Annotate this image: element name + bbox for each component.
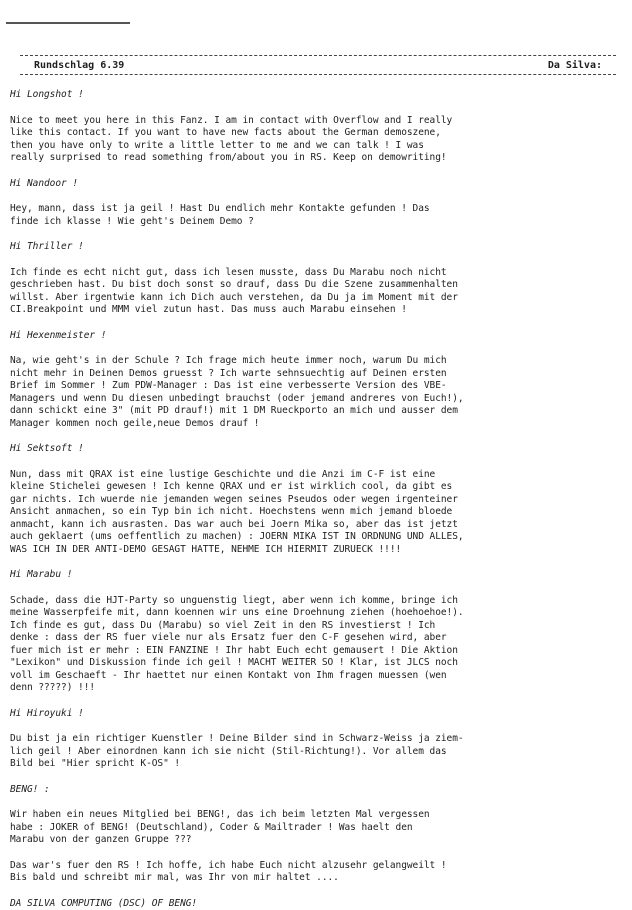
text-line: Das war's fuer den RS ! Ich hoffe, ich habe Euch nicht alzusehr gelangweilt ! (10, 860, 622, 873)
text-line: then you have only to write a little letter to me and we can talk ! I was (10, 140, 622, 153)
text-line: denke : dass der RS fuer viele nur als Ersatz fuer den C-F gesehen wird, aber (10, 632, 622, 645)
text-line: Bis bald und schreibt mir mal, was Ihr von mir haltet .... (10, 872, 622, 885)
text-line: fuer mich ist er mehr : EIN FANZINE ! Ihr habt Euch echt gemausert ! Die Aktion (10, 645, 622, 658)
paragraph (10, 860, 622, 885)
text-line: Na, wie geht's in der Schule ? Ich frage mich heute immer noch, warum Du mich (10, 355, 622, 368)
text-line: Bild bei "Hier spricht K-OS" ! (10, 758, 622, 771)
text-line: nicht mehr in Deinen Demos gruesst ? Ich warte sehnsuechtig auf Deinen ersten (10, 368, 622, 381)
text-line: gar nichts. Ich wuerde nie jemanden wegen seines Pseudos oder wegen irgenteiner (10, 494, 622, 507)
greeting: Hi Marabu ! (10, 569, 622, 582)
column-header (20, 55, 616, 75)
text-line: Wir haben ein neues Mitglied bei BENG!, das ich beim letzten Mal vergessen (10, 809, 622, 822)
paragraph (10, 115, 622, 165)
text-line: "Lexikon" und Diskussion finde ich geil ! MACHT WEITER SO ! Klar, ist JLCS noch (10, 657, 622, 670)
text-line: geschrieben hast. Du bist doch sonst so drauf, dass Du die Szene zusammenhalten (10, 279, 622, 292)
text-line: Manager kommen noch geile,neue Demos drauf ! (10, 418, 622, 431)
greeting: Hi Thriller ! (10, 241, 622, 254)
header-bottom-rule (20, 74, 616, 75)
text-line: CI.Breakpoint und MMM viel zutun hast. Das muss auch Marabu einsehen ! (10, 304, 622, 317)
greeting: Hi Hexenmeister ! (10, 330, 622, 343)
text-line: finde ich klasse ! Wie geht's Deinem Demo ? (10, 216, 622, 229)
text-line: denn ?????) !!! (10, 682, 622, 695)
paragraph (10, 203, 622, 228)
text-line: Ansicht anmachen, so ein Typ bin ich nicht. Hoechstens wenn mich jemand bloede (10, 506, 622, 519)
text-line: Ich finde es echt nicht gut, dass ich lesen musste, dass Du Marabu noch nicht (10, 267, 622, 280)
text-line: Brief im Sommer ! Zum PDW-Manager : Das ist eine verbesserte Version des VBE- (10, 380, 622, 393)
text-line: really surprised to read something from/about you in RS. Keep on demowriting! (10, 152, 622, 165)
paragraph (10, 733, 622, 771)
greeting: Hi Longshot ! (10, 89, 622, 102)
text-line: willst. Aber irgentwie kann ich Dich auch verstehen, da Du ja im Moment mit der (10, 292, 622, 305)
text-line: auch geklaert (ums oeffentlich zu machen) : JOERN MIKA IST IN ORDNUNG UND ALLES, (10, 531, 622, 544)
text-line: anmacht, kann ich ausrasten. Das war auch bei Joern Mika so, aber das ist jetzt (10, 519, 622, 532)
text-line: Ich finde es gut, dass Du (Marabu) so viel Zeit in den RS investierst ! Ich (10, 620, 622, 633)
text-line: Hey, mann, dass ist ja geil ! Hast Du endlich mehr Kontakte gefunden ! Das (10, 203, 622, 216)
author-name: Da Silva: (548, 60, 602, 71)
text-line: like this contact. If you want to have new facts about the German demoszene, (10, 127, 622, 140)
text-line: Nun, dass mit QRAX ist eine lustige Geschichte und die Anzi im C-F ist eine (10, 469, 622, 482)
text-line: Du bist ja ein richtiger Kuenstler ! Deine Bilder sind in Schwarz-Weiss ja ziem- (10, 733, 622, 746)
text-line: Nice to meet you here in this Fanz. I am in contact with Overflow and I really (10, 115, 622, 128)
letter-body (10, 89, 622, 910)
text-line: meine Wasserpfeife mit, dann koennen wir uns eine Droehnung ziehen (hoehoehoe!). (10, 607, 622, 620)
signature: DA SILVA COMPUTING (DSC) OF BENG! (10, 898, 622, 910)
header-row (20, 56, 616, 74)
greeting: Hi Hiroyuki ! (10, 708, 622, 721)
text-line: voll im Geschaeft - Ihr haettet nur einen Kontakt von Ihm fragen muessen (wen (10, 670, 622, 683)
text-line: Marabu von der ganzen Gruppe ??? (10, 834, 622, 847)
greeting: Hi Sektsoft ! (10, 443, 622, 456)
greeting: BENG! : (10, 784, 622, 797)
paragraph (10, 595, 622, 695)
paragraph (10, 469, 622, 557)
text-line: Schade, dass die HJT-Party so unguenstig liegt, aber wenn ich komme, bringe ich (10, 595, 622, 608)
text-line: dann schickt eine 3" (mit PD drauf!) mit 1 DM Rueckporto an mich und ausser dem (10, 405, 622, 418)
text-line: Managers und wenn Du diesen unbedingt brauchst (oder jemand andreres von Euch!), (10, 393, 622, 406)
text-line: habe : JOKER of BENG! (Deutschland), Coder & Mailtrader ! Was haelt den (10, 822, 622, 835)
greeting: Hi Nandoor ! (10, 178, 622, 191)
text-line: kleine Stichelei gewesen ! Ich kenne QRAX und er ist wirklich cool, da gibt es (10, 481, 622, 494)
column-title: Rundschlag 6.39 (34, 60, 124, 71)
text-line: lich geil ! Aber einordnen kann ich sie nicht (Stil-Richtung!). Vor allem das (10, 746, 622, 759)
paragraph (10, 355, 622, 430)
text-line: WAS ICH IN DER ANTI-DEMO GESAGT HATTE, NEHME ICH HIERMIT ZURUECK !!!! (10, 544, 622, 557)
top-rule (6, 22, 130, 24)
paragraph (10, 809, 622, 847)
paragraph (10, 267, 622, 317)
